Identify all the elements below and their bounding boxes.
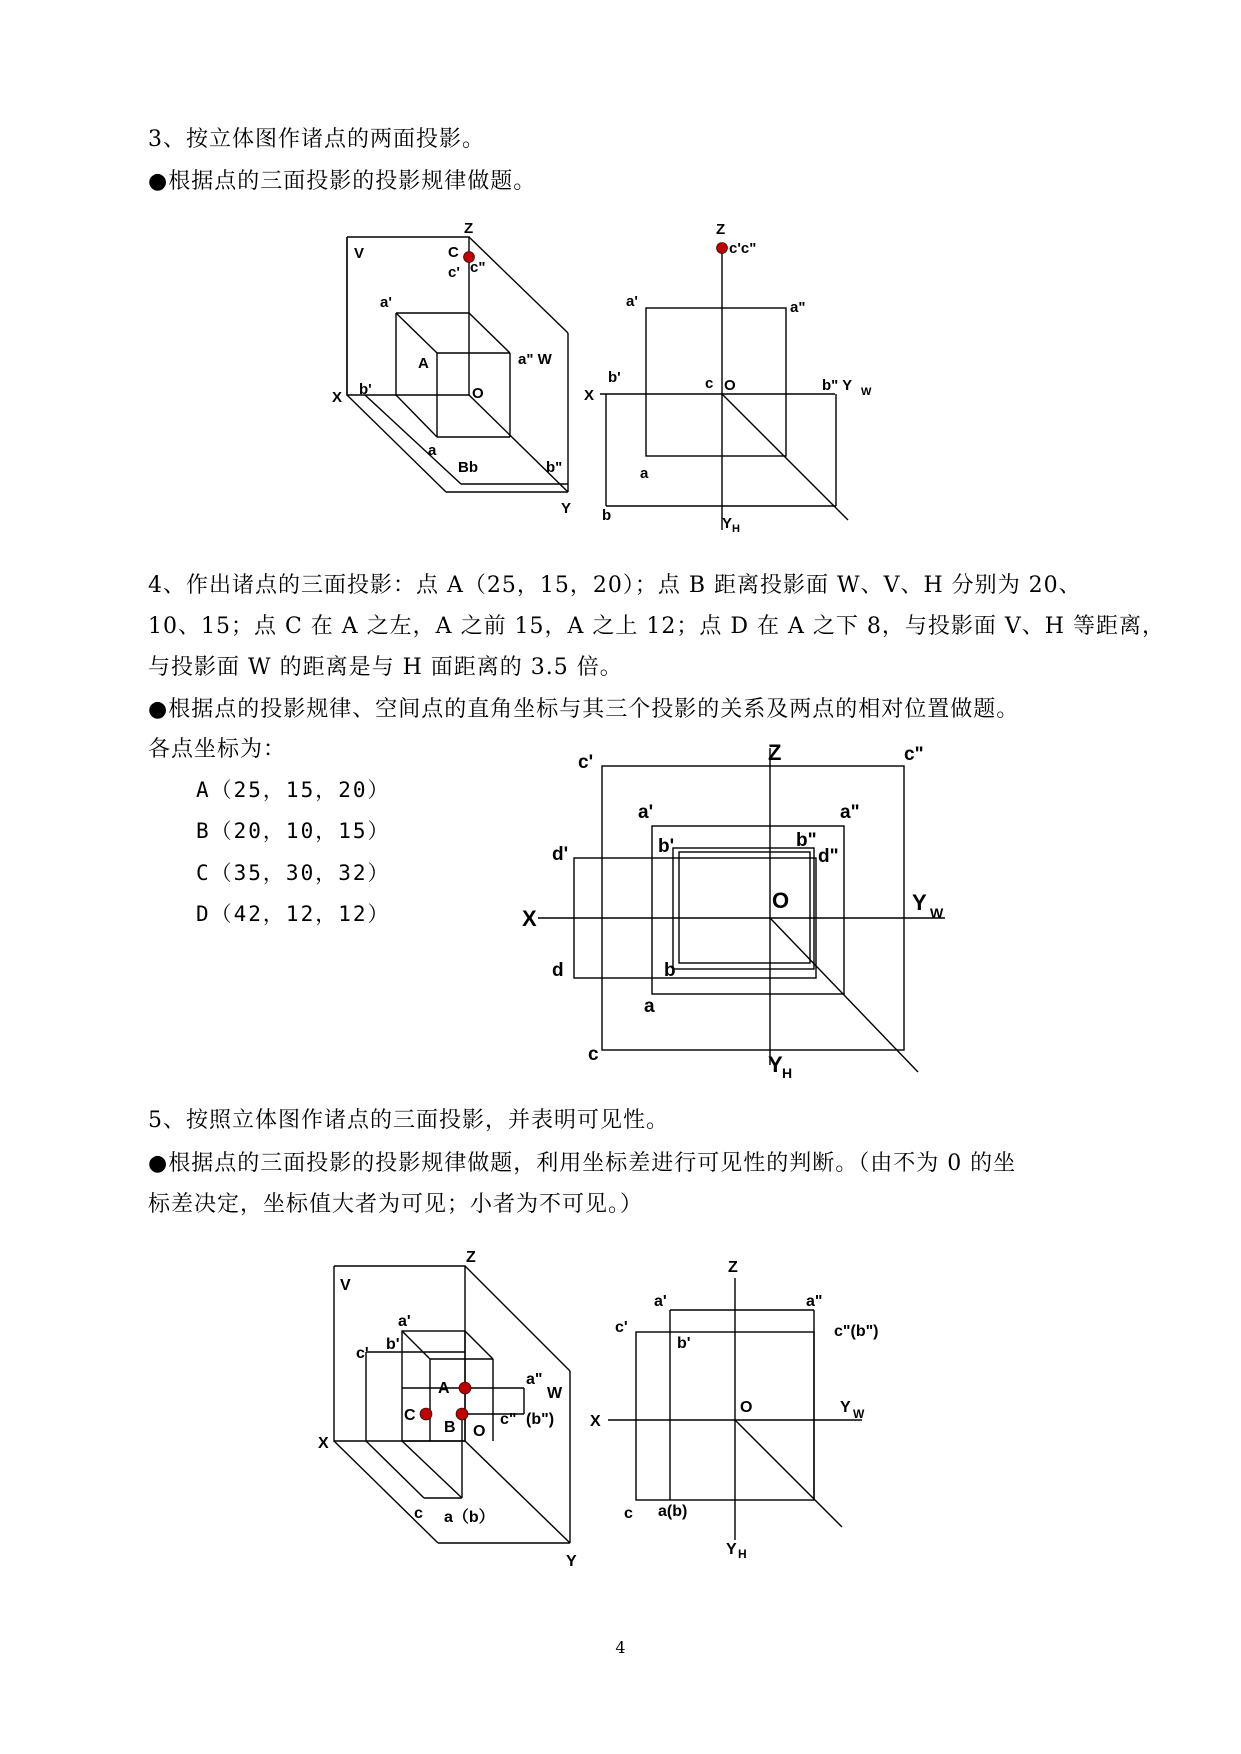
q5r-label: O — [740, 1399, 753, 1416]
q4-label: Z — [768, 740, 782, 765]
point-b-q5 — [456, 1408, 468, 1420]
q5r-label: c"(b") — [834, 1323, 879, 1340]
q5r-label: X — [590, 1413, 601, 1430]
q5l-label: O — [473, 1423, 486, 1440]
q5-hint1: ●根据点的三面投影的投影规律做题，利用坐标差进行可见性的判断。（由不为 0 的坐 — [148, 1151, 1017, 1176]
q5r-label: b' — [677, 1335, 691, 1352]
q3l-label: c' — [448, 264, 460, 281]
q5l-label: Y — [566, 1553, 577, 1570]
q5l-label: a（b） — [444, 1509, 495, 1526]
q3r-label: a' — [626, 293, 638, 310]
q4-coords-title: 各点坐标为： — [148, 737, 287, 762]
q4-label: b — [664, 960, 676, 981]
q3-hint: ●根据点的三面投影的投影规律做题。 — [148, 169, 537, 194]
q4-label: Y — [768, 1052, 783, 1077]
q4-line2: 10、15；点 C 在 A 之左，A 之前 15，A 之上 12；点 D 在 A 之下 8，与投影面 V、H 等距离， — [148, 614, 1165, 639]
q3l-label: A — [418, 355, 429, 372]
q5r-label: Z — [728, 1259, 738, 1276]
q3l-label: a" W — [518, 351, 552, 368]
q4-label: a" — [840, 802, 860, 823]
q5l-label: (b") — [526, 1411, 555, 1428]
q5r-label: a(b) — [658, 1503, 688, 1520]
page-number: 4 — [615, 1638, 626, 1657]
q5r-label: H — [738, 1547, 747, 1561]
q3r-label: b' — [608, 369, 621, 386]
q3l-label: b' — [359, 381, 372, 398]
q3l-label: O — [472, 385, 484, 402]
q5l-label: a" — [526, 1371, 543, 1388]
q3r-label: O — [724, 377, 736, 394]
q4-line3: 与投影面 W 的距离是与 H 面距离的 3.5 倍。 — [148, 655, 623, 680]
q5r-label: W — [853, 1407, 865, 1421]
q5l-label: a' — [398, 1313, 411, 1330]
q5l-label: B — [444, 1419, 456, 1436]
q3l-label: Y — [561, 500, 572, 517]
q3r-label: c — [705, 375, 714, 392]
q5l-label: c' — [356, 1345, 369, 1362]
q4-label: X — [522, 906, 537, 931]
q5r-label: c — [624, 1505, 633, 1522]
q5l-label: C — [404, 1407, 416, 1424]
q5l-label: b' — [386, 1336, 400, 1353]
q3r-label: c'c" — [729, 240, 757, 257]
point-c-q5 — [420, 1408, 432, 1420]
q5l-label: W — [547, 1385, 563, 1402]
q5l-label: Z — [466, 1249, 476, 1266]
q4-line1: 4、作出诸点的三面投影：点 A（25，15，20）；点 B 距离投影面 W、V、H 分别为 20、 — [148, 573, 1082, 598]
q5-3d-diagram — [334, 1266, 570, 1543]
q5l-label: X — [318, 1435, 329, 1452]
q4-label: b' — [658, 836, 675, 857]
q5l-label: c — [414, 1505, 423, 1522]
q3l-label: a' — [380, 294, 392, 311]
q4-label: d — [552, 960, 564, 981]
q4-label: c" — [904, 744, 924, 765]
q5r-label: Y — [840, 1399, 851, 1416]
q4-label: Y — [912, 890, 927, 915]
q4-label: a' — [638, 802, 654, 823]
q3-title: 3、按立体图作诸点的两面投影。 — [148, 127, 485, 152]
q3r-label: a" — [790, 299, 806, 316]
q3l-label: V — [354, 245, 365, 262]
q5-title: 5、按照立体图作诸点的三面投影，并表明可见性。 — [148, 1108, 669, 1133]
q3r-label: b" Y — [822, 377, 853, 394]
q4-label: c' — [578, 752, 594, 773]
q3r-label: X — [584, 387, 595, 404]
q4-diagram — [538, 748, 945, 1072]
q4-label: d' — [552, 844, 569, 865]
coord-a: A（25，15，20） — [196, 778, 391, 802]
coord-d: D（42，12，12） — [196, 902, 391, 926]
q3r-label: b — [602, 507, 612, 524]
q3l-label: Z — [464, 220, 474, 237]
q3l-label: X — [332, 389, 343, 406]
q5l-label: V — [340, 1277, 351, 1294]
q4-label: d" — [818, 846, 839, 867]
q4-label: a — [644, 996, 655, 1017]
q5r-label: Y — [726, 1541, 737, 1558]
q4-label: O — [772, 888, 790, 913]
q3r-label: Y — [722, 515, 733, 532]
q3r-label: H — [732, 523, 740, 535]
coord-c: C（35，30，32） — [196, 861, 391, 885]
q3r-label: a — [640, 465, 649, 482]
q3r-label: Z — [716, 221, 726, 238]
q5-2d-diagram — [608, 1278, 862, 1540]
coord-b: B（20，10，15） — [196, 819, 391, 843]
q4-label: H — [782, 1065, 793, 1081]
q3l-label: b" — [546, 459, 563, 476]
q3r-label: W — [861, 386, 872, 398]
q3l-label: a — [428, 442, 437, 459]
q4-label: W — [930, 905, 944, 921]
q4-label: c — [588, 1044, 599, 1065]
point-c-2d — [717, 243, 728, 254]
q5l-label: A — [438, 1380, 450, 1397]
q5r-label: a" — [806, 1293, 823, 1310]
q3l-label: Bb — [458, 459, 478, 476]
q5r-label: c' — [615, 1319, 628, 1336]
q5l-label: c" — [500, 1411, 517, 1428]
q5-hint2: 标差决定，坐标值大者为可见；小者为不可见。） — [148, 1192, 644, 1217]
q4-hint: ●根据点的投影规律、空间点的直角坐标与其三个投影的关系及两点的相对位置做题。 — [148, 697, 1020, 722]
q3l-label: C — [448, 244, 459, 261]
point-a-3d — [459, 1382, 471, 1394]
q3l-label: c" — [470, 259, 486, 276]
q4-label: b" — [796, 830, 817, 851]
q5r-label: a' — [654, 1293, 667, 1310]
